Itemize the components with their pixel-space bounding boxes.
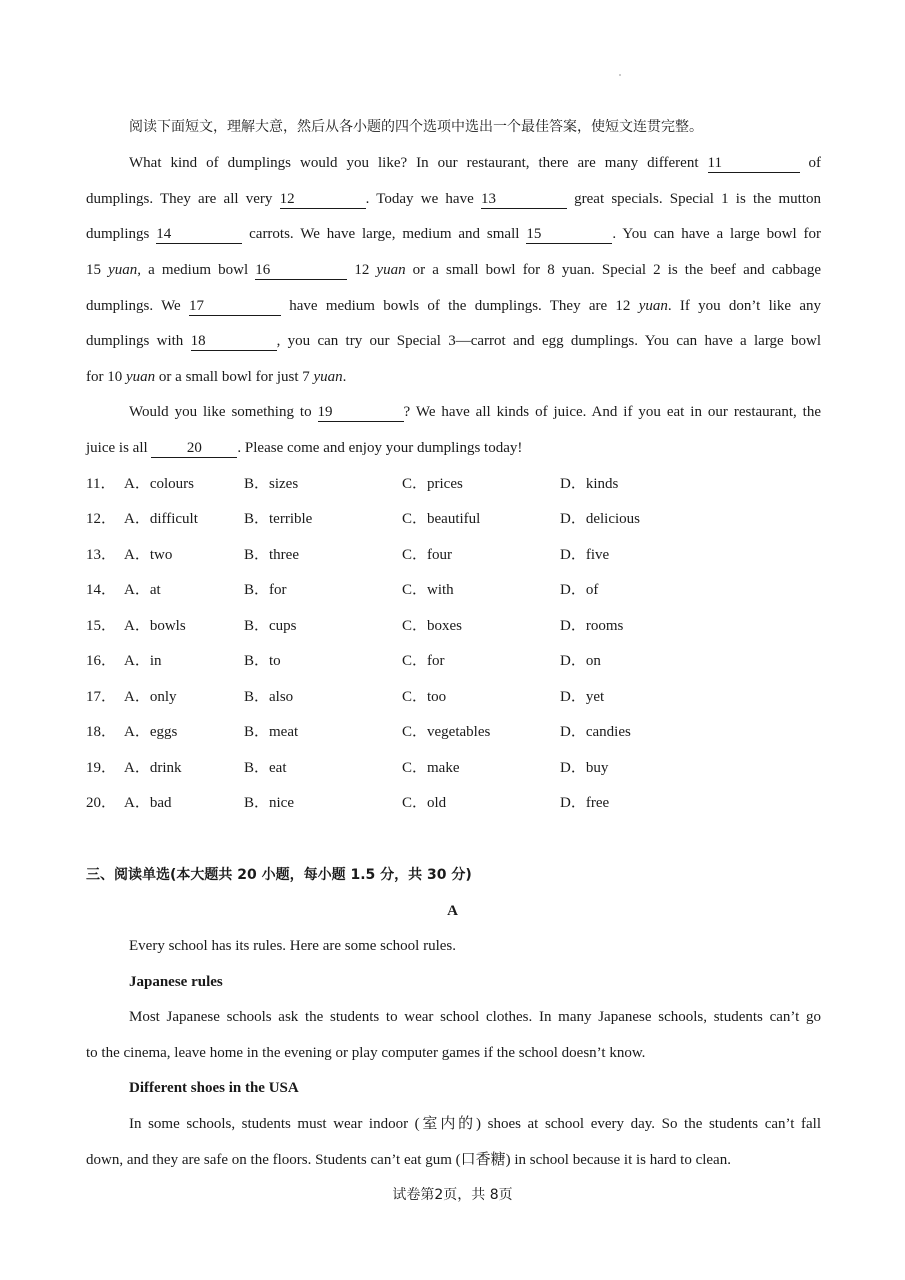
passage-letter: A (447, 903, 458, 919)
page-footer: 试卷第2页，共 8页 (392, 1187, 513, 1203)
option-b: B．for (244, 582, 287, 598)
instruction: 阅读下面短文，理解大意，然后从各小题的四个选项中选出一个最佳答案，使短文连贯完整。 (129, 119, 703, 135)
blank-17: 17 (189, 298, 281, 316)
option-a: A．eggs (124, 724, 178, 740)
option-b: B．cups (244, 618, 297, 634)
option-d: D．candies (560, 724, 631, 740)
option-d: D．delicious (560, 511, 640, 527)
passage-line: dumplings. They are all very 12 . Today we have 13 great specials. Special 1 is the mutton (86, 191, 822, 207)
option-b: B．eat (244, 760, 287, 776)
question-row: 19． A．drink B．eat C．make D．buy (86, 760, 609, 776)
option-a: A．bowls (124, 618, 186, 634)
blank-18: 18 (191, 333, 277, 351)
passage-line: juice is all 20 . Please come and enjoy your dumplings today! (86, 440, 523, 456)
option-b: B．terrible (244, 511, 313, 527)
passage-line: What kind of dumplings would you like? In our restaurant, there are many different 11 of (129, 155, 821, 171)
passage-line: to the cinema, leave home in the evening or play computer games if the school doesn’t know. (86, 1045, 646, 1061)
question-row: 13． A．two B．three C．four D．five (86, 547, 610, 563)
option-b: B．also (244, 689, 294, 705)
option-c: C．prices (402, 476, 463, 492)
blank-12: 12 (280, 191, 366, 209)
option-d: D．of (560, 582, 599, 598)
option-c: C．vegetables (402, 724, 491, 740)
option-c: C．for (402, 653, 445, 669)
passage-line: for 10 yuan or a small bowl for just 7 yuan. (86, 369, 347, 385)
passage-line: dumplings 14 carrots. We have large, medium and small 15 . You can have a large bowl for (86, 226, 822, 242)
subheading: Different shoes in the USA (129, 1080, 299, 1096)
scan-speck (619, 74, 621, 76)
passage-line: dumplings. We 17 have medium bowls of the dumplings. They are 12 yuan. If you don’t like any (86, 298, 821, 314)
option-b: B．nice (244, 795, 294, 811)
passage-line: 15 yuan, a medium bowl 16 12 yuan or a small bowl for 8 yuan. Special 2 is the beef and cabbage (86, 262, 821, 278)
option-b: B．sizes (244, 476, 299, 492)
option-c: C．boxes (402, 618, 463, 634)
passage-intro: Every school has its rules. Here are some school rules. (129, 938, 456, 954)
question-row: 14． A．at B．for C．with D．of (86, 582, 599, 598)
option-a: A．at (124, 582, 161, 598)
blank-14: 14 (156, 226, 242, 244)
option-d: D．rooms (560, 618, 624, 634)
passage-line: down, and they are safe on the floors. Students can’t eat gum (口香糖) in school because it is hard to clean. (86, 1152, 731, 1168)
blank-19: 19 (318, 404, 404, 422)
option-a: A．in (124, 653, 162, 669)
option-b: B．meat (244, 724, 299, 740)
option-d: D．yet (560, 689, 605, 705)
blank-13: 13 (481, 191, 567, 209)
blank-20: 20 (151, 440, 237, 458)
option-c: C．make (402, 760, 460, 776)
question-row: 18． A．eggs B．meat C．vegetables D．candies (86, 724, 631, 740)
question-row: 16． A．in B．to C．for D．on (86, 653, 601, 669)
option-a: A．drink (124, 760, 182, 776)
section-title: 三、阅读单选(本大题共 20 小题，每小题 1.5 分，共 30 分) (86, 867, 472, 883)
question-row: 17． A．only B．also C．too D．yet (86, 689, 605, 705)
passage-line: dumplings with 18 , you can try our Special 3—carrot and egg dumplings. You can have a large bowl (86, 333, 822, 349)
option-d: D．kinds (560, 476, 619, 492)
option-a: A．difficult (124, 511, 198, 527)
blank-15: 15 (526, 226, 612, 244)
passage-line: Most Japanese schools ask the students to wear school clothes. In many Japanese schools, students can’t go (129, 1009, 821, 1025)
option-c: C．old (402, 795, 447, 811)
option-c: C．four (402, 547, 452, 563)
subheading: Japanese rules (129, 974, 223, 990)
question-row: 15． A．bowls B．cups C．boxes D．rooms (86, 618, 624, 634)
option-c: C．too (402, 689, 447, 705)
question-row: 11． A．colours B．sizes C．prices D．kinds (86, 476, 619, 492)
option-a: A．two (124, 547, 173, 563)
option-b: B．three (244, 547, 299, 563)
option-a: A．only (124, 689, 177, 705)
option-d: D．buy (560, 760, 609, 776)
blank-16: 16 (255, 262, 347, 280)
option-d: D．five (560, 547, 610, 563)
option-c: C．with (402, 582, 454, 598)
option-d: D．on (560, 653, 601, 669)
option-b: B．to (244, 653, 281, 669)
option-a: A．colours (124, 476, 194, 492)
question-row: 20． A．bad B．nice C．old D．free (86, 795, 610, 811)
option-c: C．beautiful (402, 511, 481, 527)
question-row: 12． A．difficult B．terrible C．beautiful D．delicious (86, 511, 640, 527)
passage-line: In some schools, students must wear indoor (室内的) shoes at school every day. So the students can’t fall (129, 1116, 821, 1132)
option-a: A．bad (124, 795, 172, 811)
blank-11: 11 (708, 155, 800, 173)
option-d: D．free (560, 795, 610, 811)
passage-line: Would you like something to 19 ? We have all kinds of juice. And if you eat in our restaurant, the (129, 404, 822, 420)
